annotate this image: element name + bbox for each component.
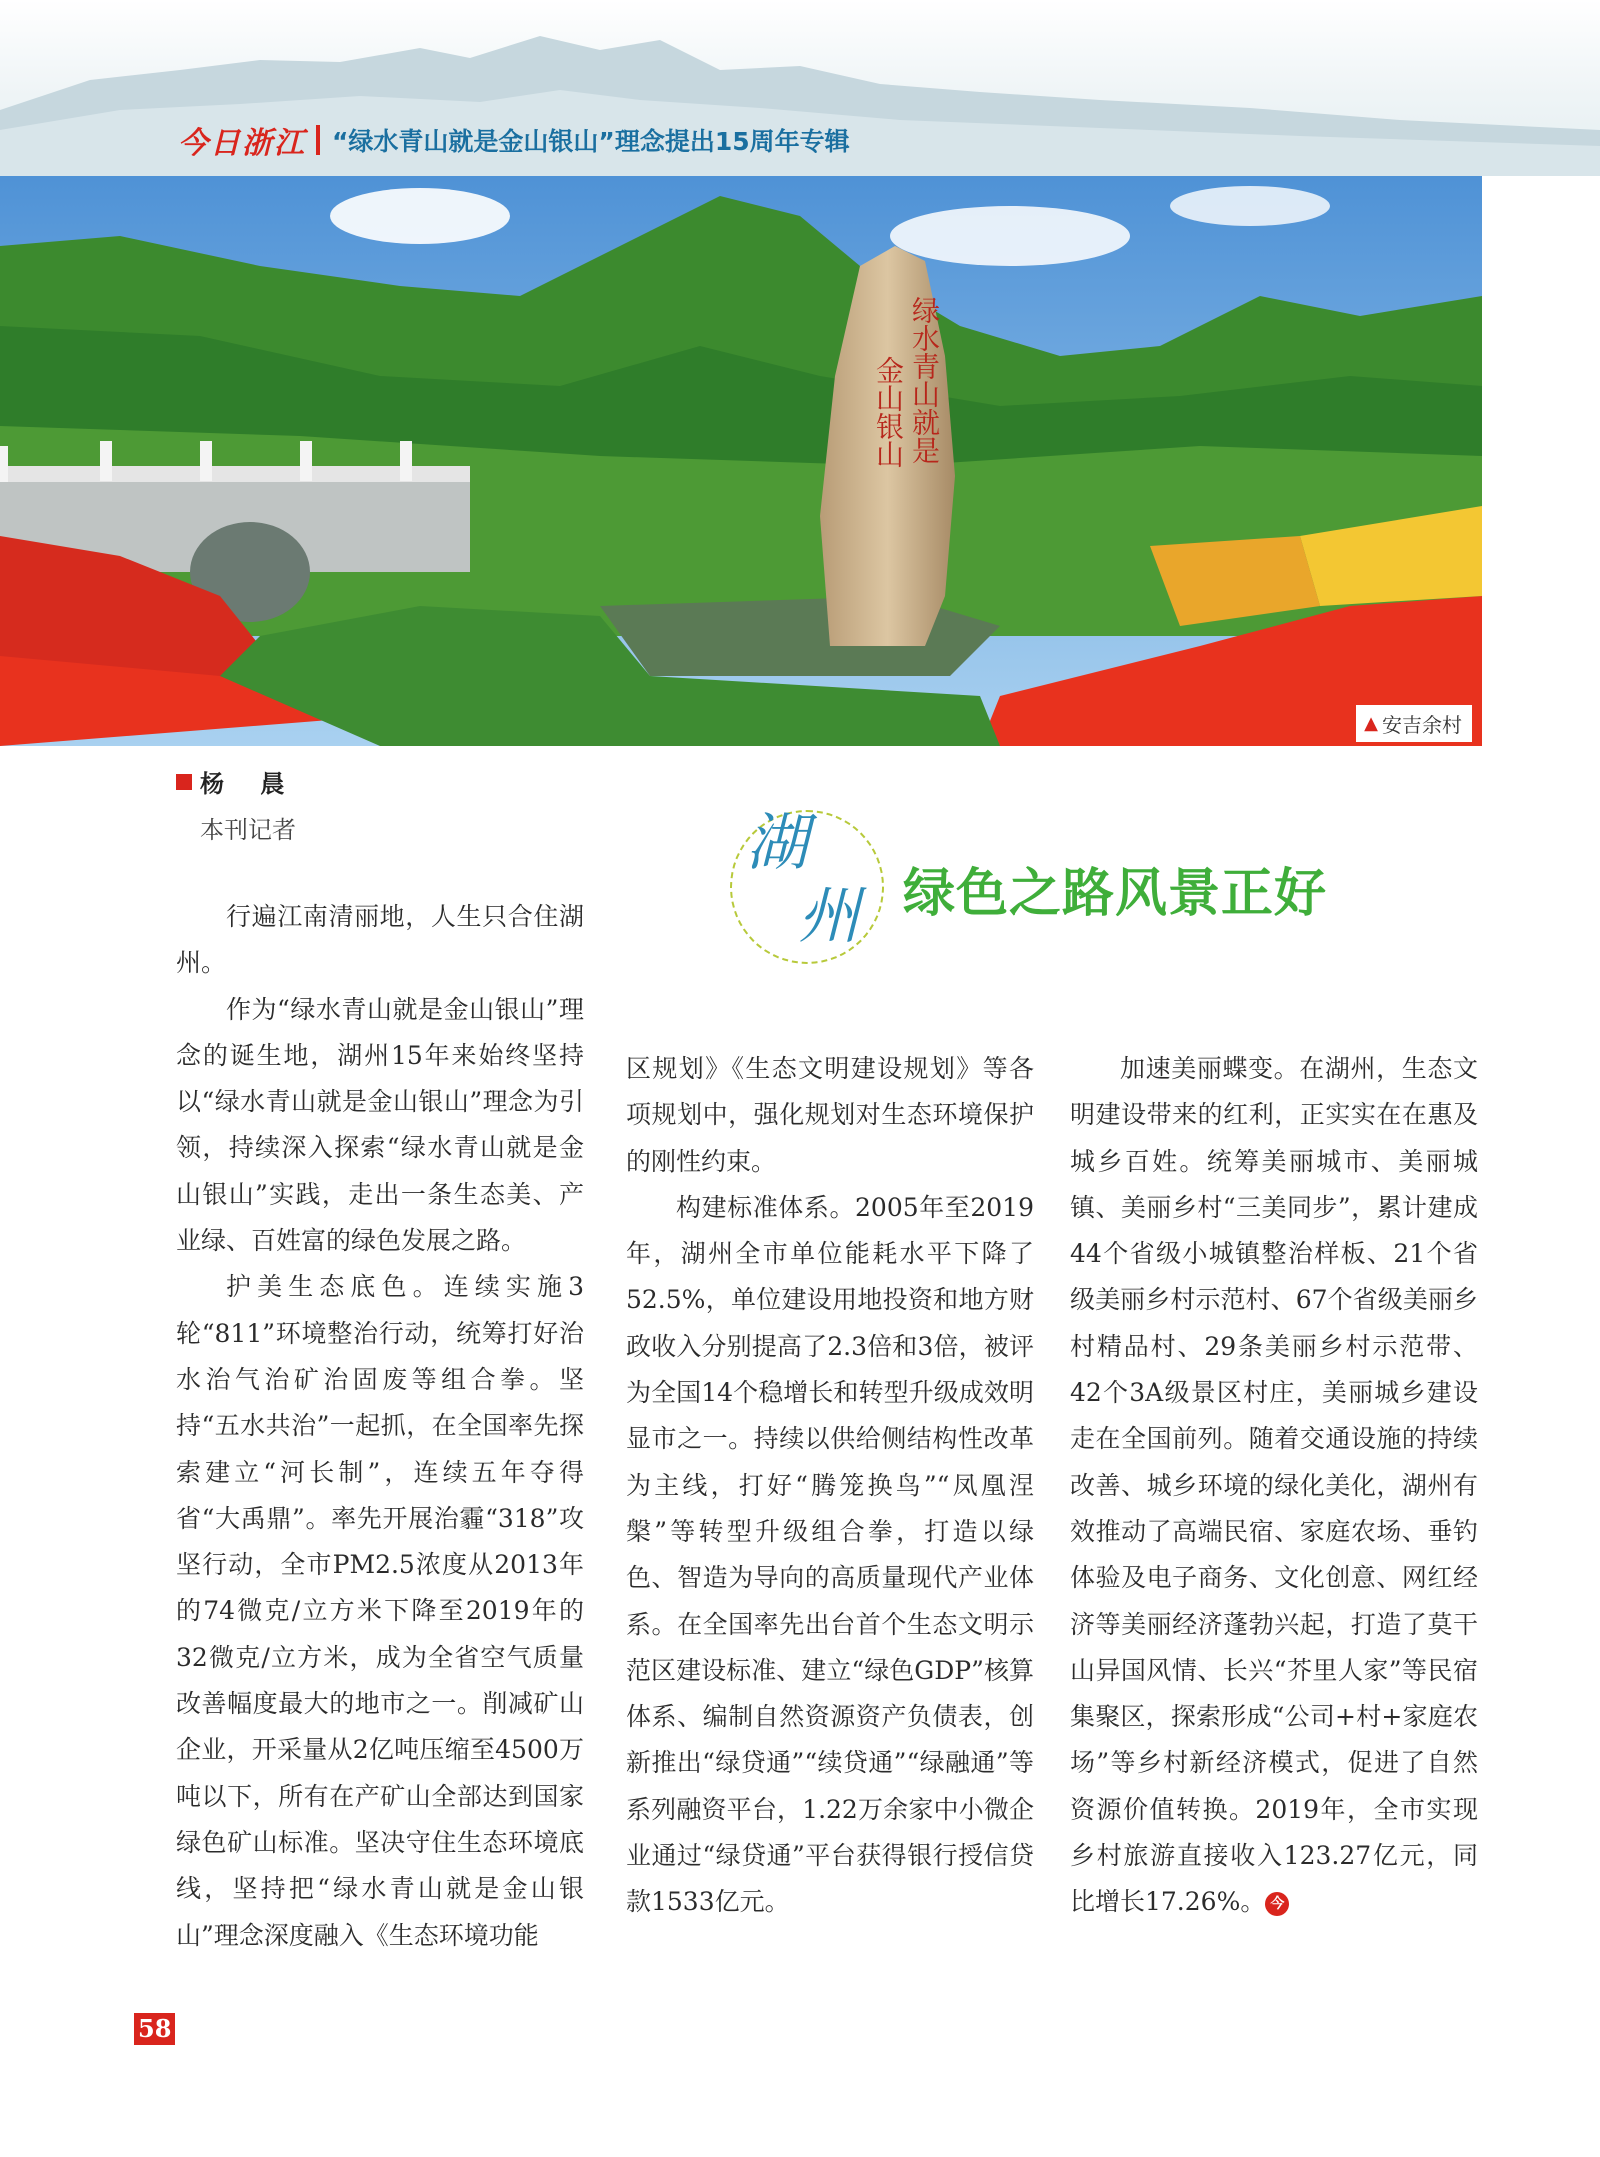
inscription-line-1: 绿水青山就是 [908, 296, 941, 464]
photo-caption [1356, 705, 1472, 742]
paragraph: 构建标准体系。2005年至2019年，湖州全市单位能耗水平下降了52.5%，单位建设用地投资和地方财政收入分别提高了2.3倍和3倍，被评为全国14个稳增长和转型升级成效明显市之一。持续以供给侧结构性改革为主线，打好“腾笼换鸟”“凤凰涅槃”等转型升级组合拳，打造以绿色、智造为导向的高质量现代产业体系。在全国率先出台首个生态文明示范区建设标准、建立“绿色GDP”核算体系、编制自然资源资产负债表，创新推出“绿贷通”“续贷通”“绿融通”等系列融资平台，1.22万余家中小微企业通过“绿贷通”平台获得银行授信贷款1533亿元。 [626, 1192, 1034, 1917]
paragraph-final [1070, 1046, 1478, 1926]
paragraph: 作为“绿水青山就是金山银山”理念的诞生地，湖州15年来始终坚持以“绿水青山就是金山银山”理念为引领，持续深入探索“绿水青山就是金山银山”实践，走出一条生态美、产业绿、百姓富的绿色发展之路。 [176, 994, 584, 1256]
author-role: 本刊记者 [200, 816, 296, 844]
paragraph-final-text: 加速美丽蝶变。在湖州，生态文明建设带来的红利，正实实在在惠及城乡百姓。统筹美丽城市、美丽城镇、美丽乡村“三美同步”，累计建成44个省级小城镇整治样板、21个省级美丽乡村示范村、67个省级美丽乡村精品村、29条美丽乡村示范带、42个3A级景区村庄，美丽城乡建设走在全国前列。随着交通设施的持续改善、城乡环境的绿化美化，湖州有效推动了高端民宿、家庭农场、垂钓体验及电子商务、文化创意、网红经济等美丽经济蓬勃兴起，打造了莫干山异国风情、长兴“芥里人家”等民宿集聚区，探索形成“公司+村+家庭农场”等乡村新经济模式，促进了自然资源价值转换。2019年，全市实现乡村旅游直接收入123.27亿元，同比增长17.26%。 [1070, 1054, 1478, 1917]
page-number: 58 [134, 2013, 175, 2045]
magazine-logo: 今日浙江 [178, 126, 306, 161]
author-name: 杨 晨 [200, 770, 299, 798]
header-brand [178, 120, 850, 160]
article-title: 绿色之路风景正好 [903, 864, 1328, 924]
red-square-icon [176, 774, 192, 790]
triangle-up-icon: ▲ [1364, 713, 1378, 734]
paragraph: 护美生态底色。连续实施3轮“811”环境整治行动，统筹打好治水治气治矿治固废等组合拳。坚持“五水共治”一起抓，在全国率先探索建立“河长制”，连续五年夺得省“大禹鼎”。率先开展治霾“318”攻坚行动，全市PM2.5浓度从2013年的74微克/立方米下降至2019年的32微克/立方米，成为全省空气质量改善幅度最大的地市之一。削减矿山企业，开采量从2亿吨压缩至4500万吨以下，所有在产矿山全部达到国家绿色矿山标准。坚决守住生态环境底线，坚持把“绿水青山就是金山银山”理念深度融入《生态环境功能 [176, 1272, 584, 1950]
paragraph: 行遍江南清丽地，人生只合住湖州。 [176, 902, 584, 978]
title-place-char-1: 湖 [746, 806, 809, 879]
landscape-illustration [0, 176, 1482, 746]
text-column-2 [626, 1046, 1034, 1946]
paragraph-continued: 区规划》《生态文明建设规划》等各项规划中，强化规划对生态环境保护的刚性约束。 [626, 1054, 1034, 1176]
author-byline [176, 764, 298, 799]
hero-photo [0, 176, 1482, 746]
series-title: “绿水青山就是金山银山”理念提出15周年专辑 [332, 127, 850, 156]
header-divider [316, 125, 320, 155]
inscription-line-2: 金山银山 [872, 356, 905, 468]
header-band [0, 0, 1600, 176]
photo-caption-text: 安吉余村 [1382, 713, 1462, 737]
text-column-1 [176, 894, 584, 1950]
stone-inscription [870, 296, 940, 468]
title-place-char-2: 州 [798, 879, 861, 952]
end-mark-icon: 今 [1265, 1892, 1289, 1916]
text-column-3 [1070, 1046, 1478, 1946]
